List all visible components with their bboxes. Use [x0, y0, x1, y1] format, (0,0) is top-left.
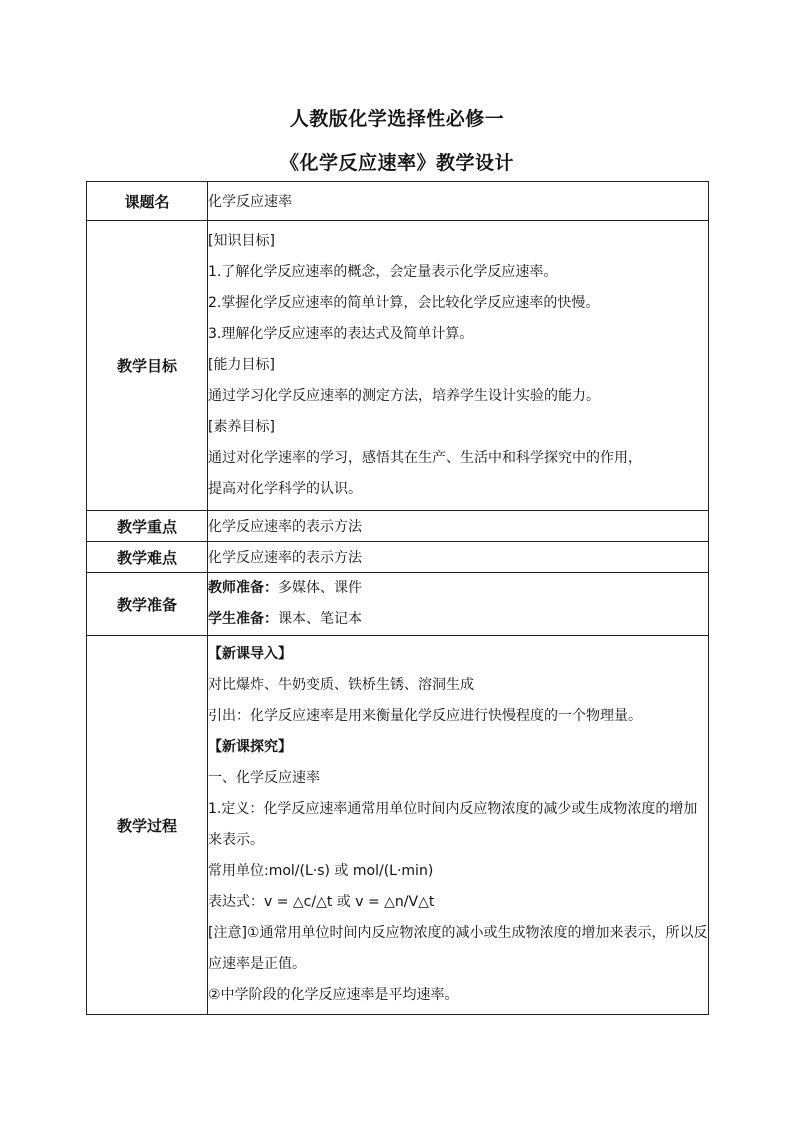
teaching-design-table: [86, 181, 709, 1015]
objective-line: [素养目标]: [208, 419, 275, 435]
label-objectives: 教学目标: [87, 221, 208, 511]
document-subtitle: 《化学反应速率》教学设计: [279, 152, 514, 174]
row-objectives: [87, 221, 709, 511]
teacher-preparation-label: 教师准备：: [208, 580, 278, 596]
intro-line: 引出：化学反应速率是用来衡量化学反应进行快慢程度的一个物理量。: [208, 708, 642, 724]
objective-line: 1.了解化学反应速率的概念，会定量表示化学反应速率。: [208, 264, 558, 280]
value-topic: 化学反应速率: [208, 182, 709, 221]
value-key-points: 化学反应速率的表示方法: [208, 511, 709, 542]
units-text: 常用单位:mol/(L·s) 或 mol/(L·min): [208, 863, 434, 879]
row-topic: [87, 182, 709, 221]
teacher-preparation-value: 多媒体、课件: [278, 580, 362, 596]
intro-line: 对比爆炸、牛奶变质、铁桥生锈、溶洞生成: [208, 677, 474, 693]
value-process: [208, 636, 709, 1015]
student-preparation-label: 学生准备：: [208, 611, 278, 627]
label-key-points: 教学重点: [87, 511, 208, 542]
row-key-points: [87, 511, 709, 542]
label-process: 教学过程: [87, 636, 208, 1015]
note-text: [注意]①通常用单位时间内反应物浓度的减小或生成物浓度的增加来表示，所以反应速率是正值。: [208, 925, 708, 972]
objective-line: 2.掌握化学反应速率的简单计算，会比较化学反应速率的快慢。: [208, 295, 600, 311]
objective-line: 通过对化学速率的学习，感悟其在生产、生活中和科学探究中的作用，: [208, 450, 642, 466]
row-process: [87, 636, 709, 1015]
objective-line: 提高对化学科学的认识。: [208, 481, 362, 497]
objective-line: [知识目标]: [208, 233, 275, 249]
objective-line: [能力目标]: [208, 357, 275, 373]
expression-text: 表达式：v = △c/△t 或 v = △n/V△t: [208, 894, 435, 910]
row-difficulties: [87, 542, 709, 573]
objective-line: 通过学习化学反应速率的测定方法，培养学生设计实验的能力。: [208, 388, 600, 404]
intro-heading: 【新课导入】: [208, 646, 292, 662]
note-text: ②中学阶段的化学反应速率是平均速率。: [208, 987, 459, 1003]
label-difficulties: 教学难点: [87, 542, 208, 573]
value-objectives: [208, 221, 709, 511]
document-title: 人教版化学选择性必修一: [289, 108, 505, 130]
section-heading: 一、化学反应速率: [208, 770, 320, 786]
student-preparation: [208, 604, 708, 635]
label-topic: 课题名: [87, 182, 208, 221]
label-preparation: 教学准备: [87, 573, 208, 636]
value-preparation: [208, 573, 709, 636]
row-preparation: [87, 573, 709, 636]
objective-line: 3.理解化学反应速率的表达式及简单计算。: [208, 326, 474, 342]
value-difficulties: 化学反应速率的表示方法: [208, 542, 709, 573]
student-preparation-value: 课本、笔记本: [278, 611, 362, 627]
explore-heading: 【新课探究】: [208, 739, 292, 755]
definition-text: 1.定义：化学反应速率通常用单位时间内反应物浓度的减少或生成物浓度的增加来表示。: [208, 801, 698, 848]
teacher-preparation: [208, 573, 708, 604]
